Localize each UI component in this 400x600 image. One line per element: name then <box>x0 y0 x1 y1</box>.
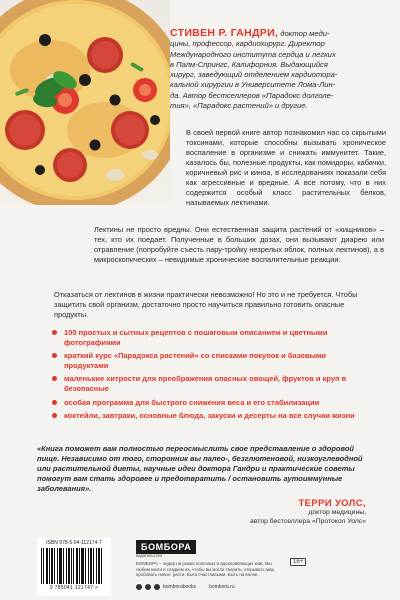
social-handle[interactable]: bomborabooks <box>163 584 197 590</box>
site-link[interactable]: bombora.ru <box>209 584 235 590</box>
author-desc-line: да. Автор бестселлеров «Парадокс долголе- <box>170 90 334 100</box>
pizza-photo <box>0 0 170 205</box>
list-item-text: коктейли, завтраки, основные блюда, закуски и десерты на все случаи жизни <box>64 411 355 421</box>
list-item <box>52 398 372 408</box>
footer <box>0 528 400 600</box>
publisher-subtitle: издательство <box>136 553 163 558</box>
quote-author <box>250 498 366 526</box>
bullet-icon <box>52 330 57 335</box>
author-bio <box>170 28 388 111</box>
bullet-icon <box>52 353 57 358</box>
author-desc-line: доктор меди- <box>280 29 330 38</box>
author-desc-line: хирург, заведующий отделением кардиотора- <box>170 70 338 80</box>
list-item <box>52 411 372 421</box>
quote-author-role: автор бестселлера «Протокол Уолс» <box>250 517 366 525</box>
lectins-paragraph: Лектины не просто вредны. Они естественная защита растений от «хищников» – тех, кто их поедает. Полученные в больших дозах, они вызывают диарею или отравление (попробуйте съесть пару-тройку незрелых яблок, полных лектинов), а в микроскопических – невидимые хронические воспалительные реакции. <box>94 225 384 264</box>
quote-author-name: ТЕРРИ УОЛС, <box>298 498 366 509</box>
bullet-icon <box>52 400 57 405</box>
bullet-icon <box>52 376 57 381</box>
author-desc-line: кальной хирургии в Университете Лома-Лин- <box>170 80 336 90</box>
list-item-text: 100 простых и сытных рецептов с пошаговым описанием и цветными фотографиями <box>64 328 328 347</box>
features-list <box>52 328 372 425</box>
list-item <box>52 374 372 393</box>
author-desc-line: в Палм-Спрингс, Калифорния. Выдающийся <box>170 59 328 69</box>
vk-icon[interactable] <box>136 584 142 590</box>
list-item-text: особая программа для быстрого снижения веса и его стабилизации <box>64 397 320 407</box>
list-item <box>52 328 372 347</box>
advice-paragraph: Отказаться от лектинов в жизни практически невозможно! Но это и не требуется. Чтобы защитить свой организм, достаточно просто научиться правильно готовить опасные продукты. <box>54 290 358 319</box>
review-quote: «Книга поможет вам полностью переосмыслить свое представление о здоровой пище. Независимо от того, сторонник вы палео-, безглютеновой, низкоуглеводной или растительной диеты, научные идеи доктора Гандри и практические советы помогут вам стать здоровее и предотвратить / остановить аутоиммунные заболевания». <box>37 444 363 493</box>
author-desc-line: цины, профессор, кардиохирург. Директор <box>170 39 325 49</box>
quote-author-role: доктор медицины, <box>308 509 366 516</box>
isbn-text: ISBN 978-5-04-112174-7 <box>46 540 102 546</box>
author-desc-line: тия», «Парадокс растений» и другие. <box>170 101 308 111</box>
pizza-image <box>0 0 170 205</box>
list-item-text: краткий курс «Парадокса растений» со списками покупок и базовыми продуктами <box>64 351 327 370</box>
barcode-digits: 9 785041 121747 > <box>49 585 99 591</box>
author-desc-line: Международного института сердца и легких <box>170 49 336 59</box>
list-item <box>52 351 372 370</box>
list-item-text: маленькие хитрости для преображения опасных овощей, фруктов и круп в безопасные <box>64 374 347 393</box>
publisher-logo: БОМБОРА <box>136 540 196 554</box>
publisher-description: БОМБОРА – лидер на рынке полезных и вдохновляющих книг. Мы любим книги и создаем их, чтобы вы могли творить, открывать мир, пробовать новое, расти. Быть счастливыми. Быть на волне. <box>136 561 276 578</box>
bullet-icon <box>52 413 57 418</box>
author-name: СТИВЕН Р. ГАНДРИ, <box>170 27 279 39</box>
intro-paragraph: В своей первой книге автор познакомил нас со скрытыми токсинами, которые способны вызывать хроническое воспаление в организме и снижать иммунитет. Такие, казалось бы, полезные продукты, как помидоры, кабачки, коричневый рис и киноа, в исследованиях показали себя как агрессивные и вредные. А все потому, что в них содержится особый класс растительных белков, называемых лектинами. <box>186 128 386 207</box>
barcode-bars <box>41 548 107 584</box>
age-rating-badge: 16+ <box>290 558 306 566</box>
instagram-icon[interactable] <box>145 584 151 590</box>
social-links <box>136 584 235 590</box>
facebook-icon[interactable] <box>154 584 160 590</box>
barcode <box>37 538 111 596</box>
